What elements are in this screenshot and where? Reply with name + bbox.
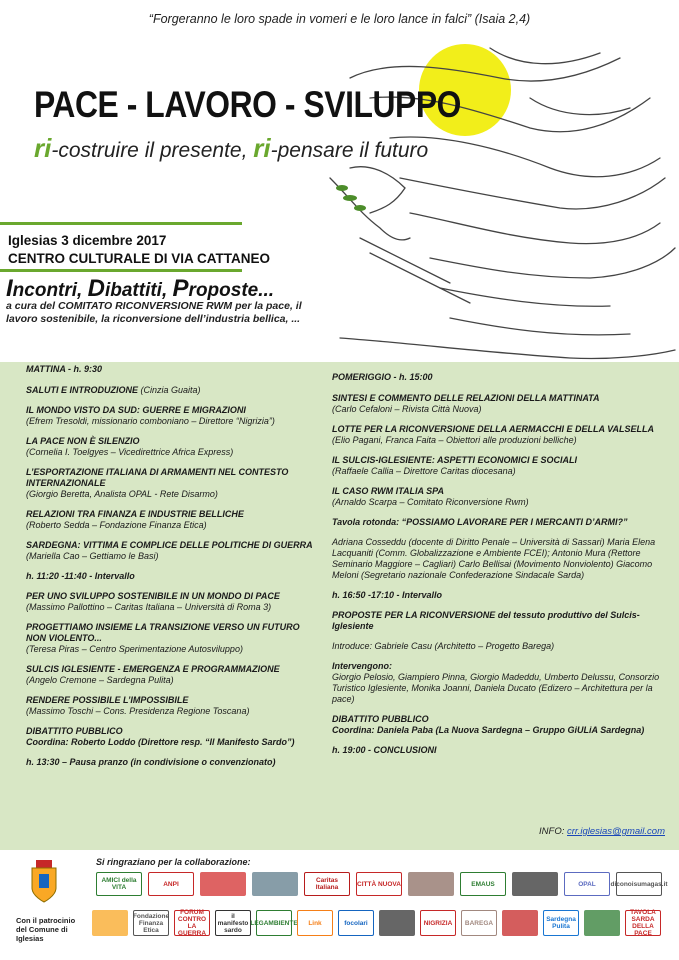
- sponsor-logo: il manifesto sardo: [215, 910, 251, 936]
- schedule-item-speaker: Adriana Cosseddu (docente di Diritto Penale – Università di Sassari) Maria Elena Lacquaniti (Comm. Globalizzazione e Ambiente FCEI); Antonio Mura (Rettore Seminario Maggiore – Cagliari) Carlo Bellisai (Movimento Nonviolento) Giacomo Meloni (Segretario nazionale Confederazione Sindacale Sarda): [332, 537, 656, 580]
- sponsor-logo: [512, 872, 558, 896]
- schedule-item-title: IL MONDO VISTO DA SUD: GUERRE E MIGRAZIONI: [26, 405, 246, 415]
- schedule-item: [26, 385, 316, 396]
- schedule-item: [26, 757, 316, 768]
- schedule-item: [26, 622, 316, 655]
- sponsor-logo: Fondazione Finanza Etica: [133, 910, 169, 936]
- schedule-item: [332, 455, 664, 477]
- schedule-item-speaker: Giorgio Pelosio, Giampiero Pinna, Giorgio Madeddu, Umberto Delussu, Consorzio Turistico Iglesiente, Monika Joanni, Daniela Ducato (Edizero – Architettura per la pace): [332, 672, 660, 704]
- divider-top: [0, 222, 242, 225]
- schedule-item-title: SULCIS IGLESIENTE - EMERGENZA E PROGRAMMAZIONE: [26, 664, 280, 674]
- schedule-item-title: PROPOSTE PER LA RICONVERSIONE del tessuto produttivo del Sulcis-Iglesiente: [332, 610, 640, 631]
- sponsor-logo: Sardegna Pulita: [543, 910, 579, 936]
- schedule-item: [26, 467, 316, 500]
- schedule-item-speaker: (Roberto Sedda – Fondazione Finanza Etica): [26, 520, 207, 530]
- schedule-item-speaker: (Mariella Cao – Gettiamo le Basi): [26, 551, 159, 561]
- schedule-item-speaker: Coordina: Roberto Loddo (Direttore resp. “Il Manifesto Sardo”): [26, 737, 295, 747]
- sponsor-logo: [408, 872, 454, 896]
- afternoon-schedule: [332, 372, 664, 765]
- schedule-item: [332, 661, 664, 705]
- schedule-item-title: SINTESI E COMMENTO DELLE RELAZIONI DELLA MATTINATA: [332, 393, 600, 403]
- schedule-item-title: Intervengono:: [332, 661, 392, 671]
- sponsor-logo: [379, 910, 415, 936]
- incontri-heading: Incontri, Dibattiti, Proposte...: [6, 275, 275, 302]
- schedule-item: [26, 540, 316, 562]
- schedule-item: [26, 664, 316, 686]
- schedule-item-title: IL SULCIS-IGLESIENTE: ASPETTI ECONOMICI E SOCIALI: [332, 455, 578, 465]
- schedule-item-title: SALUTI E INTRODUZIONE: [26, 385, 138, 395]
- schedule-item-title: PROGETTIAMO INSIEME LA TRANSIZIONE VERSO UN FUTURO NON VIOLENTO...: [26, 622, 300, 643]
- schedule-item-title: LOTTE PER LA RICONVERSIONE DELLA AERMACCHI E DELLA VALSELLA: [332, 424, 655, 434]
- schedule-item-speaker: (Carlo Cefaloni – Rivista Città Nuova): [332, 404, 482, 414]
- schedule-item-speaker: (Cornelia I. Toelgyes – Vicedirettrice Africa Express): [26, 447, 234, 457]
- schedule-item: [26, 695, 316, 717]
- schedule-item-speaker: (Massimo Toschi – Cons. Presidenza Regione Toscana): [26, 706, 250, 716]
- schedule-item-speaker: (Cinzia Guaita): [138, 385, 201, 395]
- sponsor-logo: AMICI della VITA: [96, 872, 142, 896]
- schedule-item-speaker: (Raffaele Callia – Direttore Caritas diocesana): [332, 466, 516, 476]
- sponsor-logo: focolari: [338, 910, 374, 936]
- page-title: PACE - LAVORO - SVILUPPO: [34, 84, 461, 125]
- schedule-item-speaker: (Efrem Tresoldi, missionario comboniano – Direttore “Nigrizia”): [26, 416, 275, 426]
- subtitle-part-2: -pensare il futuro: [270, 139, 429, 162]
- schedule-item-title: h. 16:50 -17:10 - Intervallo: [332, 590, 443, 600]
- sponsor-logo: [252, 872, 298, 896]
- schedule-item-title: SARDEGNA: VITTIMA E COMPLICE DELLE POLITICHE DI GUERRA: [26, 540, 313, 550]
- schedule-item-speaker: (Massimo Pallottino – Caritas Italiana – Università di Roma 3): [26, 602, 272, 612]
- sponsor-logo: OPAL: [564, 872, 610, 896]
- sponsor-logo: [92, 910, 128, 936]
- schedule-item-speaker: (Angelo Cremone – Sardegna Pulita): [26, 675, 174, 685]
- sponsor-logo: BAREGA: [461, 910, 497, 936]
- schedule-item-title: LA PACE NON È SILENZIO: [26, 436, 140, 446]
- schedule-item: [332, 424, 664, 446]
- patronage-label: Con il patrocinio del Comune di Iglesias: [16, 916, 76, 943]
- schedule-item: [26, 436, 316, 458]
- info-email-link[interactable]: crr.iglesias@gmail.com: [567, 826, 665, 837]
- organizer-note: a cura del COMITATO RICONVERSIONE RWM per la pace, il lavoro sostenibile, la riconversione dell’industria bellica, ...: [6, 300, 302, 325]
- subtitle-ri-2: ri: [253, 133, 271, 163]
- sponsor-logo: diconoisumagas.it: [616, 872, 662, 896]
- divider-bottom: [0, 269, 242, 272]
- header-quote: “Forgeranno le loro spade in vomeri e le loro lance in falci” (Isaia 2,4): [148, 12, 531, 26]
- schedule-item: [26, 405, 316, 427]
- sponsor-logo: CITTÀ NUOVA: [356, 872, 402, 896]
- schedule-item-speaker: (Elio Pagani, Franca Faita – Obiettori alle produzioni belliche): [332, 435, 577, 445]
- schedule-item-title: DIBATTITO PUBBLICO: [332, 714, 429, 724]
- schedule-item: [332, 590, 664, 601]
- schedule-item: [332, 537, 664, 581]
- schedule-item: [26, 591, 316, 613]
- schedule-item: [26, 571, 316, 582]
- subtitle-ri-1: ri: [34, 133, 52, 163]
- event-date: Iglesias 3 dicembre 2017: [8, 233, 167, 248]
- sponsor-logo: [584, 910, 620, 936]
- morning-heading: MATTINA - h. 9:30: [26, 364, 102, 374]
- schedule-item-title: PER UNO SVILUPPO SOSTENIBILE IN UN MONDO DI PACE: [26, 591, 280, 601]
- info-label: INFO:: [539, 826, 568, 837]
- info-contact: [539, 826, 665, 837]
- schedule-item-speaker: (Giorgio Beretta, Analista OPAL - Rete Disarmo): [26, 489, 218, 499]
- schedule-item-title: IL CASO RWM ITALIA SPA: [332, 486, 444, 496]
- sponsor-logo: NIGRIZIA: [420, 910, 456, 936]
- schedule-item-speaker: Introduce: Gabriele Casu (Architetto – Progetto Barega): [332, 641, 555, 651]
- schedule-item: [332, 745, 664, 756]
- schedule-item: [332, 641, 664, 652]
- schedule-item-title: h. 19:00 - CONCLUSIONI: [332, 745, 437, 755]
- page-subtitle: [34, 133, 428, 164]
- sponsor-logo: TAVOLA SARDA DELLA PACE: [625, 910, 661, 936]
- sponsor-logo: Link: [297, 910, 333, 936]
- schedule-item-speaker: (Arnaldo Scarpa – Comitato Riconversione Rwm): [332, 497, 529, 507]
- schedule-item-title: RELAZIONI TRA FINANZA E INDUSTRIE BELLICHE: [26, 509, 244, 519]
- schedule-item-speaker: Coordina: Daniela Paba (La Nuova Sardegna – Gruppo GiULiA Sardegna): [332, 725, 645, 735]
- sponsor-logo: LEGAMBIENTE: [256, 910, 292, 936]
- schedule-item: [332, 517, 664, 528]
- sponsor-logo: FORUM CONTRO LA GUERRA: [174, 910, 210, 936]
- sponsor-logo: EMAUS: [460, 872, 506, 896]
- schedule-item-speaker: (Teresa Piras – Centro Sperimentazione Autosviluppo): [26, 644, 243, 654]
- schedule-item-title: DIBATTITO PUBBLICO: [26, 726, 123, 736]
- iglesias-crest-icon: [30, 860, 58, 902]
- afternoon-heading: POMERIGGIO - h. 15:00: [332, 372, 433, 382]
- thanks-label: Si ringraziano per la collaborazione:: [96, 857, 251, 867]
- sponsor-logo: [502, 910, 538, 936]
- sponsor-logo: Caritas Italiana: [304, 872, 350, 896]
- schedule-item: [332, 714, 664, 736]
- subtitle-part-1: -costruire il presente,: [51, 139, 254, 162]
- schedule-item: [332, 393, 664, 415]
- sponsor-logo: ANPI: [148, 872, 194, 896]
- schedule-item-title: Tavola rotonda: “POSSIAMO LAVORARE PER I MERCANTI D’ARMI?”: [332, 517, 628, 527]
- schedule-item: [26, 726, 316, 748]
- schedule-item-title: L’ESPORTAZIONE ITALIANA DI ARMAMENTI NEL CONTESTO INTERNAZIONALE: [26, 467, 289, 488]
- morning-schedule: [26, 364, 316, 777]
- schedule-item-title: h. 13:30 – Pausa pranzo (in condivisione o convenzionato): [26, 757, 276, 767]
- schedule-item: [332, 610, 664, 632]
- sponsor-logo: [200, 872, 246, 896]
- schedule-item: [26, 509, 316, 531]
- event-venue: CENTRO CULTURALE DI VIA CATTANEO: [8, 251, 270, 266]
- schedule-item-title: RENDERE POSSIBILE L’IMPOSSIBILE: [26, 695, 189, 705]
- schedule-item: [332, 486, 664, 508]
- schedule-item-title: h. 11:20 -11:40 - Intervallo: [26, 571, 135, 581]
